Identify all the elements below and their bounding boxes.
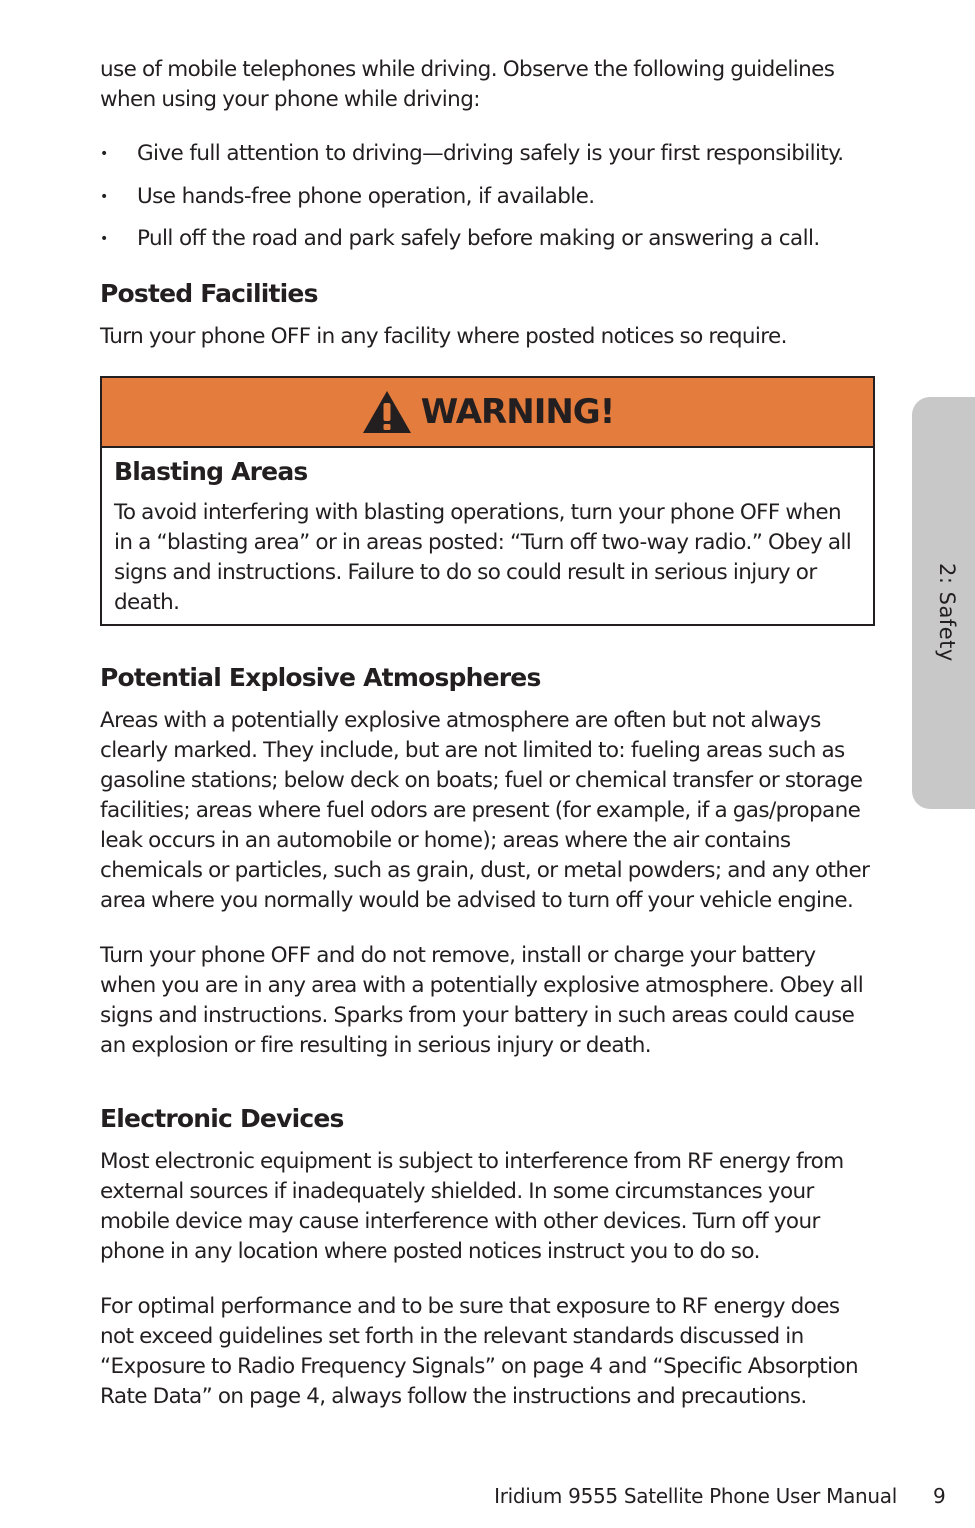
bullet-icon: • (100, 231, 108, 247)
explosive-paragraph-2: Turn your phone OFF and do not remove, install or charge your battery when you are in any area with a potentially explosive atmosphere. Obey all signs and instructions. Sparks from your battery in such areas could cause an explosion or fire resulting in serious injury or death. (100, 943, 864, 1058)
bullet-icon: • (100, 188, 108, 205)
warning-box (100, 376, 875, 626)
posted-facilities-heading: Posted Facilities (100, 279, 318, 308)
warning-title: WARNING! (420, 392, 615, 432)
list-item: • Give full attention to driving—driving safely is your first responsibility. (100, 139, 875, 169)
posted-facilities-text: Turn your phone OFF in any facility where posted notices so require. (100, 324, 787, 349)
intro-paragraph: use of mobile telephones while driving. Observe the following guidelines when using your phone while driving: (100, 57, 835, 112)
electronic-devices-heading: Electronic Devices (100, 1104, 344, 1133)
bullet-icon: • (100, 146, 108, 162)
page-number: 9 (933, 1484, 946, 1508)
list-item: • Pull off the road and park safely before making or answering a call. (100, 224, 875, 254)
warning-body (102, 448, 873, 624)
manual-title: Iridium 9555 Satellite Phone User Manual (494, 1484, 897, 1508)
driving-guidelines-list (100, 139, 875, 254)
explosive-atmospheres-heading: Potential Explosive Atmospheres (100, 663, 541, 692)
electronic-paragraph-1: Most electronic equipment is subject to interference from RF energy from external sources if inadequately shielded. In some circumstances your mobile device may cause interference with other devices. Turn off your phone in any location where posted notices instruct you to do so. (100, 1149, 844, 1264)
blasting-areas-heading: Blasting Areas (114, 457, 308, 486)
electronic-paragraph-2: For optimal performance and to be sure that exposure to RF energy does not exceed guidelines set forth in the relevant standards discussed in “Exposure to Radio Frequency Signals” on page 4 and “Specific Absorption Rate Data” on page 4, always follow the instructions and precautions. (100, 1294, 859, 1409)
list-item: • Use hands-free phone operation, if available. (100, 182, 875, 212)
warning-triangle-icon (361, 389, 413, 435)
explosive-paragraph-1: Areas with a potentially explosive atmosphere are often but not always clearly marked. They include, but are not limited to: fueling areas such as gasoline stations; below deck on boats; fuel or chemical transfer or storage facilities; areas where fuel odors are present (for example, if a gas/propane leak occurs in an automobile or home); areas where the air contains chemicals or particles, such as grain, dust, or metal powders; and any other area where you normally would be advised to turn off your vehicle engine. (100, 708, 870, 913)
chapter-tab-label: 2: Safety (935, 563, 959, 662)
warning-header (102, 378, 873, 448)
blasting-areas-text: To avoid interfering with blasting operations, turn your phone OFF when in a “blasting area” or in areas posted: “Turn off two-way radio.” Obey all signs and instructions. Failure to do so could result in serious injury or death. (114, 500, 852, 615)
page-content (100, 55, 875, 1412)
